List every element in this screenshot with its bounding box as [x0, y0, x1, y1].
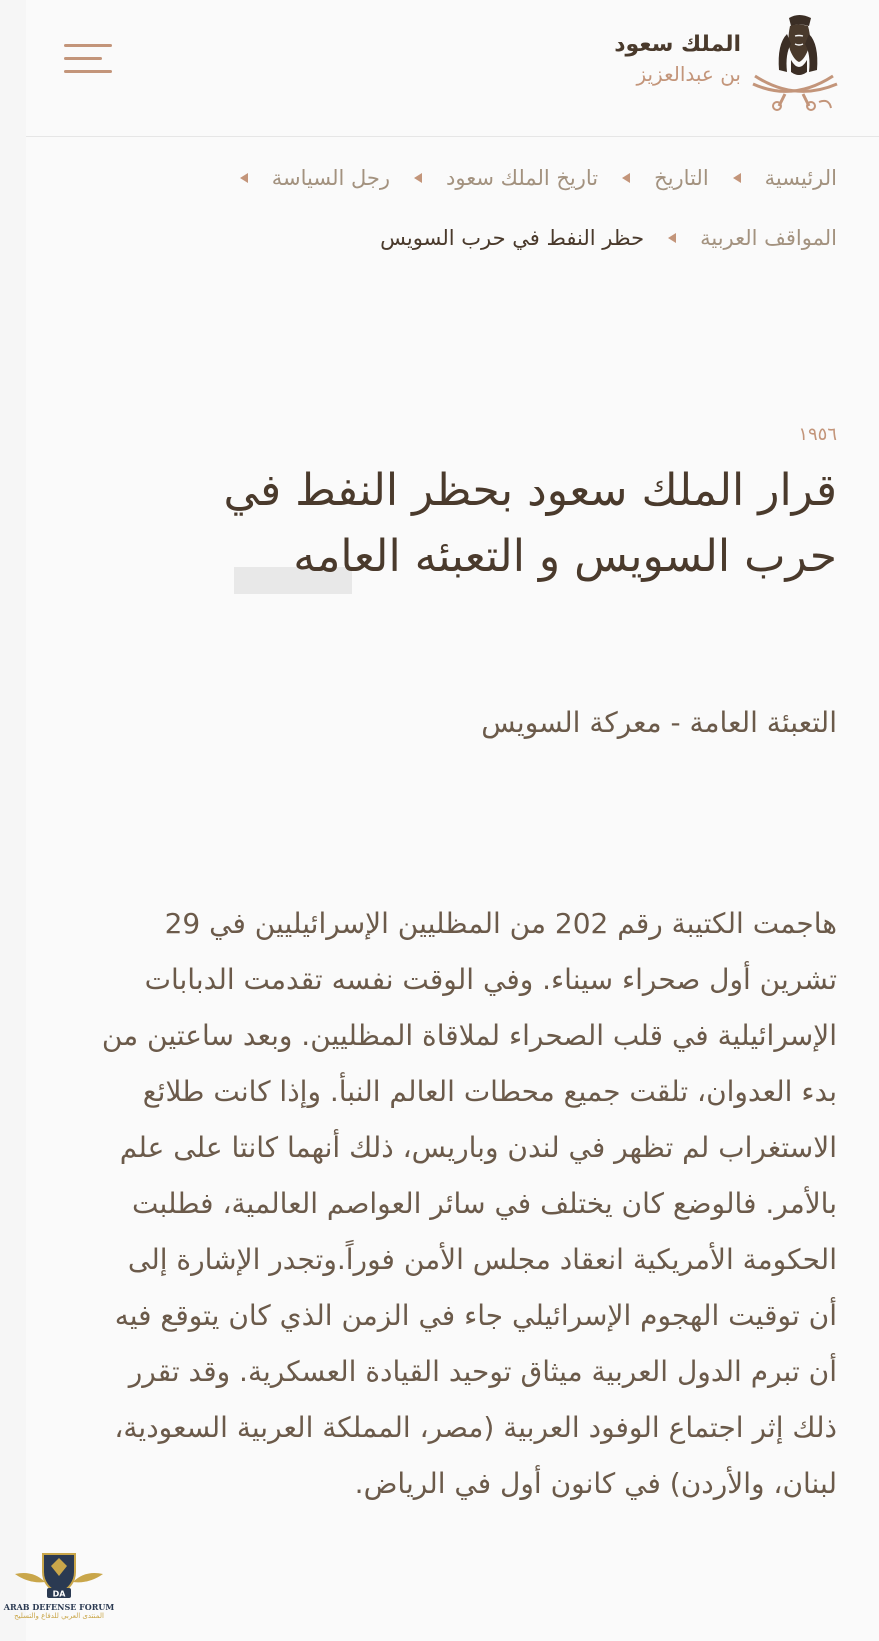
article-subtitle: التعبئة العامة - معركة السويس: [481, 706, 837, 739]
breadcrumb-history[interactable]: التاريخ: [654, 166, 709, 190]
site-header: [26, 0, 879, 137]
breadcrumb-separator-icon: [668, 233, 676, 243]
breadcrumb-separator-icon: [240, 173, 248, 183]
forum-watermark-subtitle: المنتدى العربي للدفاع والتسليح: [14, 1612, 104, 1620]
article-title: قرار الملك سعود بحظر النفط في حرب السويس و التعبئه العامه: [223, 465, 837, 582]
article-year: ١٩٥٦: [798, 424, 837, 445]
forum-shield-logo-icon: [9, 1548, 109, 1604]
logo-title: الملك سعود: [614, 32, 741, 57]
breadcrumb: [117, 160, 837, 256]
hamburger-menu-icon[interactable]: [64, 44, 114, 76]
breadcrumb-current: حظر النفط في حرب السويس: [380, 226, 645, 250]
breadcrumb-arab-positions[interactable]: المواقف العربية: [700, 226, 837, 250]
breadcrumb-separator-icon: [733, 173, 741, 183]
site-logo[interactable]: [609, 12, 839, 112]
breadcrumb-separator-icon: [622, 173, 630, 183]
article-body: هاجمت الكتيبة رقم 202 من المظليين الإسرائيليين في 29 تشرين أول صحراء سيناء. وفي الوقت نفسه تقدمت الدبابات الإسرائيلية في قلب الصحراء لملاقاة المظليين. وبعد ساعتين من بدء العدوان، تلقت جميع محطات العالم النبأ. وإذا كانت طلائع الاستغراب لم تظهر في لندن وباريس، ذلك أنهما كانتا على علم بالأمر. فالوضع كان يختلف في سائر العواصم العالمية، فطلبت الحكومة الأمريكية انعقاد مجلس الأمن فوراً.وتجدر الإشارة إلى أن توقيت الهجوم الإسرائيلي جاء في الزمن الذي كان يتوقع فيه أن تبرم الدول العربية ميثاق توحيد القيادة العسكرية. وقد تقرر ذلك إثر اجتماع الوفود العربية (مصر، المملكة العربية السعودية، لبنان، والأردن) في كانون أول في الرياض.: [101, 907, 837, 1500]
king-portrait-emblem-icon: [749, 12, 839, 112]
breadcrumb-separator-icon: [414, 173, 422, 183]
forum-watermark: [0, 1548, 118, 1641]
forum-badge-text: DA: [52, 1589, 66, 1599]
breadcrumb-home[interactable]: الرئيسية: [764, 166, 837, 190]
breadcrumb-politics[interactable]: رجل السياسة: [271, 166, 391, 190]
forum-watermark-title: ARAB DEFENSE FORUM: [3, 1602, 115, 1612]
breadcrumb-king-saud-history[interactable]: تاريخ الملك سعود: [446, 166, 599, 190]
page: [26, 0, 879, 1641]
logo-subtitle: بن عبدالعزيز: [636, 62, 741, 86]
